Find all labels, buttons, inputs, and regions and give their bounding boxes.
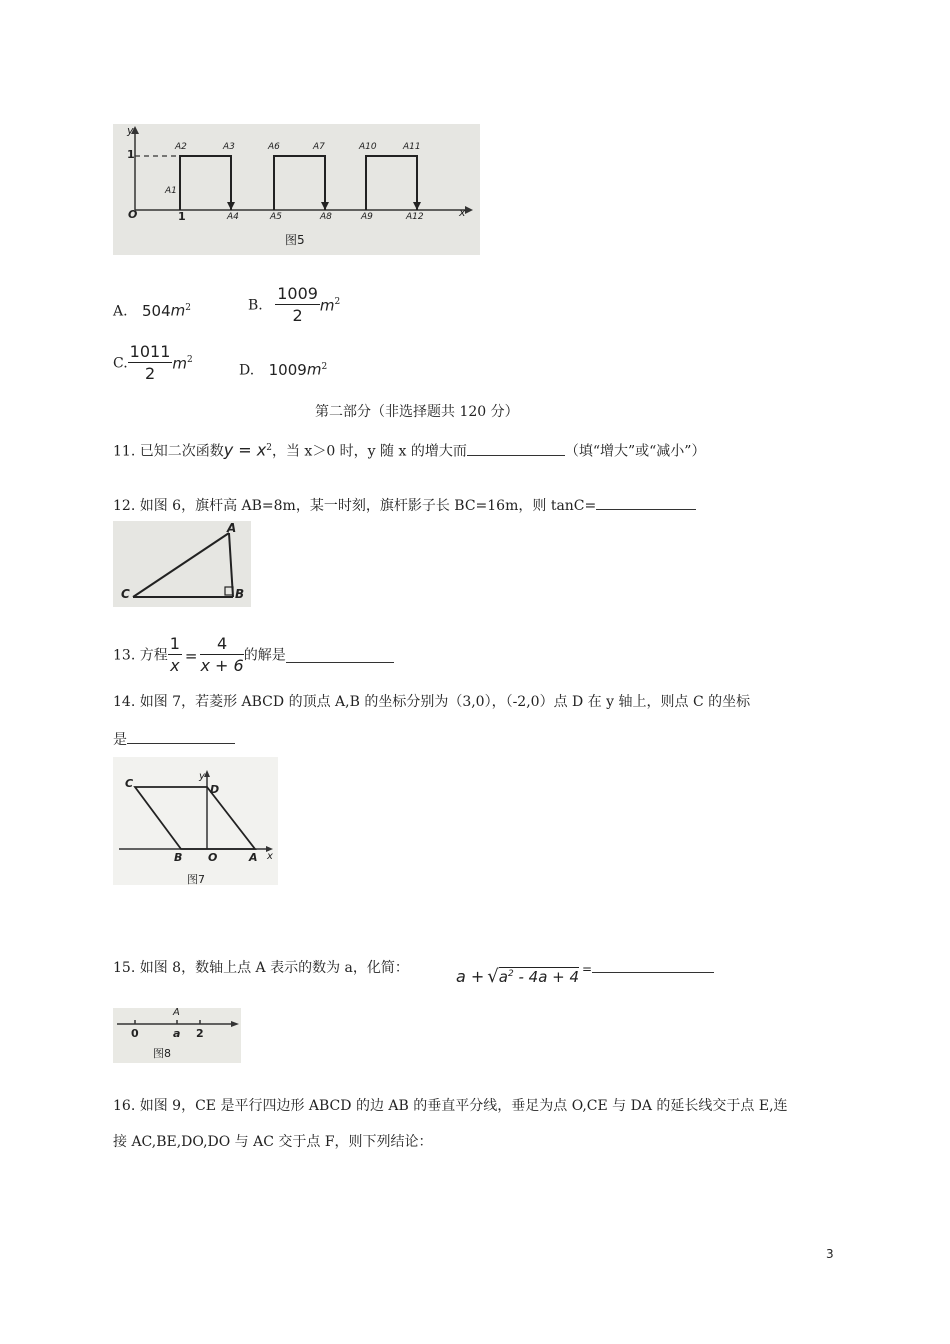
fig7-label-d: D	[210, 783, 220, 796]
fig6-label-b: B	[235, 587, 245, 601]
q11-answer-blank[interactable]	[467, 441, 565, 456]
q13-lhs-numerator: 1	[169, 634, 180, 653]
fig6-label-a: A	[227, 521, 237, 535]
fig5-point-a6: A6	[268, 142, 280, 152]
fig8-label-a-point: A	[173, 1007, 180, 1018]
q15-radicand-exp: 2	[507, 969, 514, 979]
q11-function: y = x	[223, 440, 267, 460]
fig7-label-o: O	[208, 851, 218, 864]
option-b-unit: m	[319, 296, 335, 315]
q12-answer-blank[interactable]	[596, 495, 696, 510]
option-d-unit: m	[306, 360, 322, 379]
fig5-point-a2: A2	[175, 142, 187, 152]
fig5-x-label: x	[459, 206, 466, 219]
option-c-fraction	[128, 342, 173, 385]
question-11	[113, 438, 705, 462]
q15-radicand-a: a	[498, 968, 508, 986]
fig7-label-x: x	[267, 851, 273, 862]
option-c-numerator: 1011	[129, 342, 171, 361]
fig5-tick-1x: 1	[178, 210, 186, 223]
option-c-label: C.	[113, 355, 128, 372]
figure-8	[113, 1008, 241, 1063]
fig5-point-a7: A7	[313, 142, 325, 152]
option-d-unit-exp: 2	[321, 362, 328, 372]
q13-equals: =	[184, 646, 198, 665]
q13-suffix: 的解是	[243, 647, 286, 664]
option-b-unit-exp: 2	[334, 296, 341, 307]
option-b-fraction	[275, 284, 320, 327]
fig5-point-a10: A10	[359, 142, 377, 152]
q14-line2-text: 是	[113, 732, 127, 748]
option-b-denominator: 2	[292, 306, 303, 325]
q15-radicand-rest: - 4a + 4	[513, 968, 580, 986]
figure-6	[113, 521, 251, 607]
q13-lhs-denominator: x	[170, 656, 180, 675]
q13-lhs-fraction	[168, 634, 182, 677]
fig5-origin: O	[128, 208, 138, 221]
question-14-line1: 14. 如图 7，若菱形 ABCD 的顶点 A,B 的坐标分别为（3,0），（-2,0）点 D 在 y 轴上，则点 C 的坐标	[113, 694, 751, 710]
option-a-unit-exp: 2	[185, 303, 192, 313]
fig5-point-a12: A12	[406, 212, 424, 222]
q12-text: 12. 如图 6，旗杆高 AB=8m，某一时刻，旗杆影子长 BC=16m，则 tanC=	[113, 498, 597, 514]
question-14-line2	[113, 729, 235, 750]
option-d-value: 1009	[268, 360, 307, 379]
q15-expression	[456, 964, 579, 988]
q11-prefix: 11. 已知二次函数	[113, 443, 224, 460]
part2-heading: 第二部分（非选择题共 120 分）	[315, 404, 519, 420]
question-16-line2: 接 AC,BE,DO,DO 与 AC 交于点 F，则下列结论：	[113, 1134, 433, 1150]
fig8-caption: 图8	[153, 1047, 171, 1060]
q11-function-exp: 2	[266, 443, 272, 453]
fig5-tick-1y: 1	[127, 148, 135, 161]
q13-rhs-denominator: x + 6	[200, 656, 244, 675]
fig5-caption: 图5	[285, 233, 305, 247]
option-c	[113, 342, 193, 385]
q13-prefix: 13. 方程	[113, 647, 168, 664]
fig8-tick-zero: 0	[131, 1027, 139, 1040]
fig5-point-a1: A1	[165, 186, 177, 196]
q11-suffix: （填“增大”或“减小”）	[564, 443, 706, 460]
fig5-point-a3: A3	[223, 142, 235, 152]
fig5-y-label: y	[127, 124, 134, 137]
option-d	[239, 357, 327, 381]
fig5-point-a4: A4	[227, 212, 239, 222]
fig7-label-y: y	[199, 771, 205, 782]
question-15: 15. 如图 8，数轴上点 A 表示的数为 a，化简：	[113, 960, 409, 976]
page-number: 3	[826, 1247, 834, 1261]
fig6-label-c: C	[121, 587, 130, 601]
q15-radicand	[499, 967, 579, 986]
fig5-point-a8: A8	[320, 212, 332, 222]
option-c-unit-exp: 2	[187, 354, 193, 365]
option-b	[248, 284, 340, 327]
fig7-caption: 图7	[187, 873, 205, 886]
fig8-tick-a: a	[173, 1027, 181, 1040]
q15-radical-sign: √	[487, 966, 499, 987]
option-c-denominator: 2	[144, 364, 156, 383]
question-16-line1: 16. 如图 9，CE 是平行四边形 ABCD 的边 AB 的垂直平分线，垂足为点 O,CE 与 DA 的延长线交于点 E,连	[113, 1098, 788, 1114]
q15-equals: =	[582, 962, 593, 976]
q15-expr-a: a +	[456, 967, 485, 986]
fig5-point-a11: A11	[403, 142, 421, 152]
question-13	[113, 634, 394, 677]
fig7-label-b: B	[174, 851, 183, 864]
option-a-unit: m	[170, 301, 186, 320]
option-a	[113, 298, 191, 322]
question-12	[113, 495, 696, 516]
q15-answer	[582, 958, 714, 979]
q13-rhs-numerator: 4	[200, 634, 243, 655]
q13-rhs-fraction	[200, 634, 243, 677]
option-b-label: B.	[248, 297, 263, 314]
fig7-label-a: A	[249, 851, 258, 864]
figure-5	[113, 124, 480, 255]
fig7-label-c: C	[125, 777, 134, 790]
fig5-point-a5: A5	[270, 212, 282, 222]
q13-answer-blank[interactable]	[286, 648, 394, 663]
option-d-label: D.	[239, 362, 255, 379]
option-a-value: 504	[142, 301, 171, 320]
figure-7	[113, 757, 278, 885]
q11-middle: ，当 x＞0 时，y 随 x 的增大而	[271, 443, 467, 460]
q14-answer-blank[interactable]	[127, 729, 235, 744]
option-c-unit: m	[172, 354, 188, 373]
option-a-label: A.	[113, 303, 128, 320]
option-b-numerator: 1009	[277, 284, 318, 303]
fig5-point-a9: A9	[361, 212, 373, 222]
q15-answer-blank[interactable]	[592, 958, 714, 973]
fig8-tick-two: 2	[196, 1027, 204, 1040]
